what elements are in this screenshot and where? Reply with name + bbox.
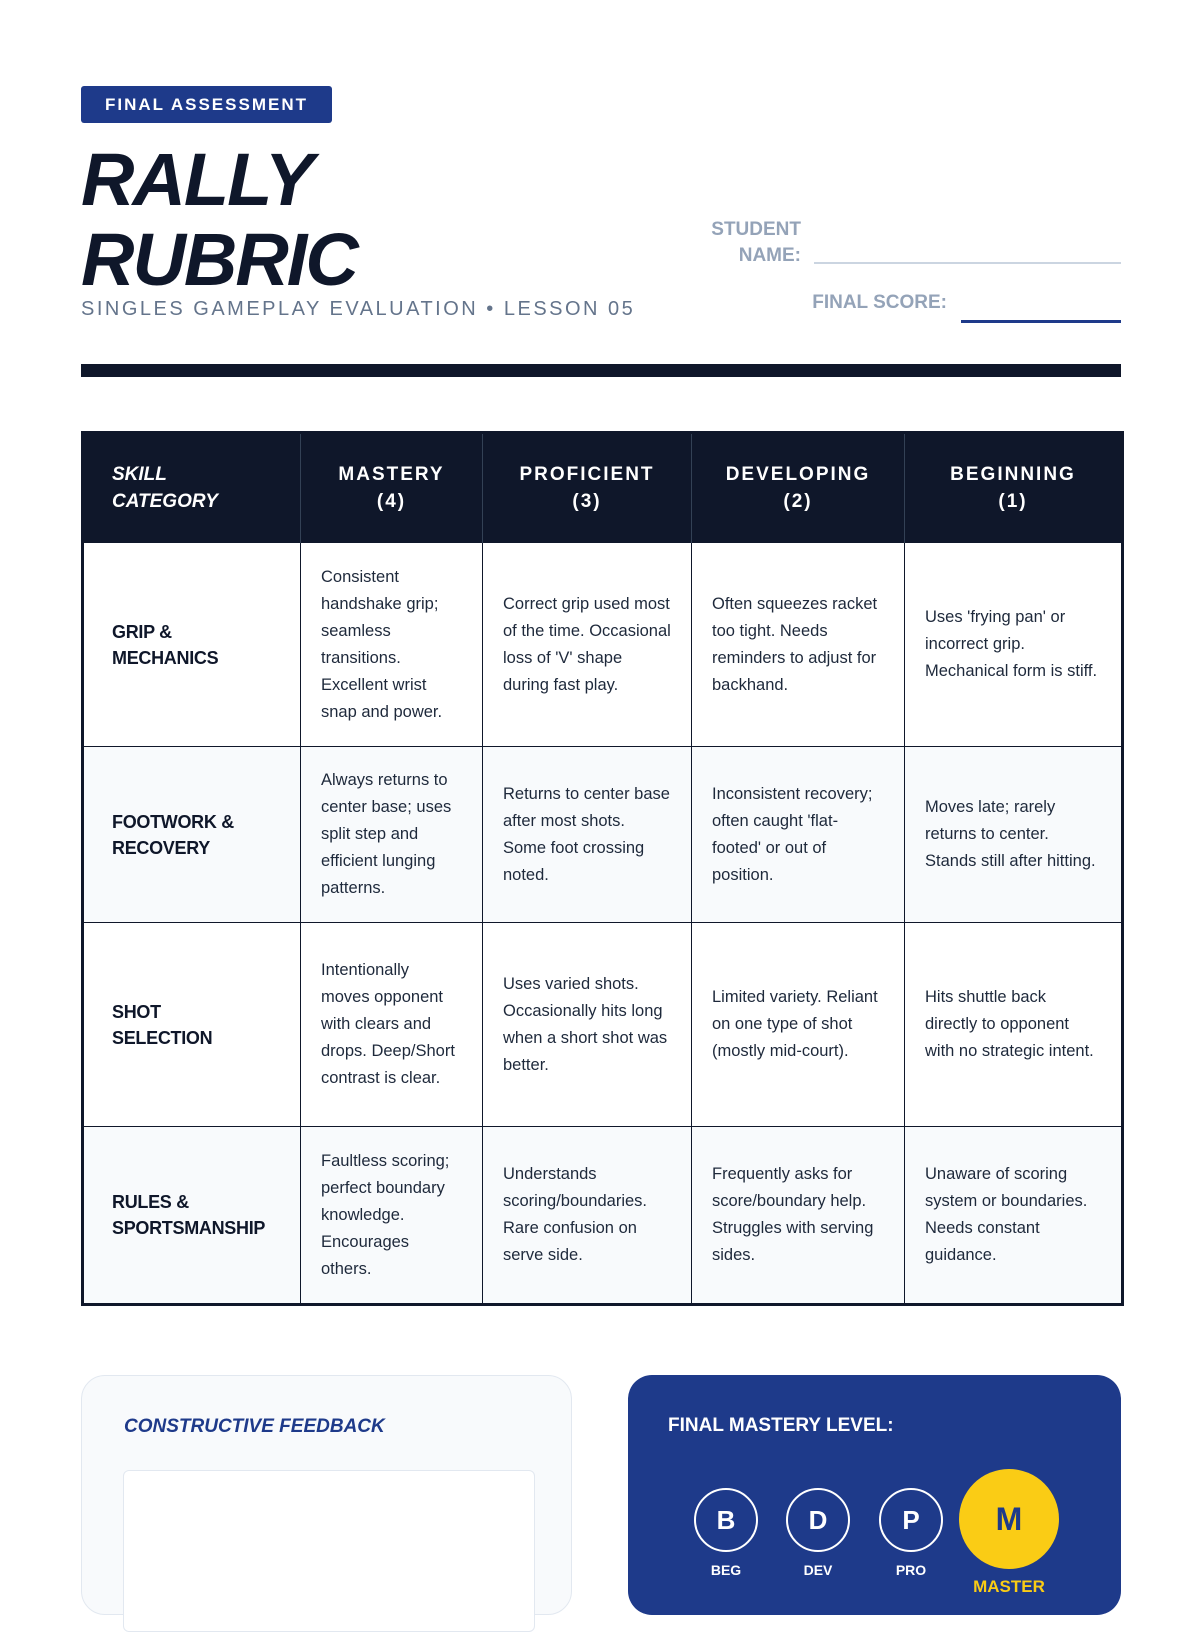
rubric-table	[81, 431, 1124, 1306]
page-title	[81, 140, 641, 300]
rubric-cell: Returns to center base after most shots. Some foot crossing noted.	[483, 747, 692, 923]
level-caption: DEV	[803, 1562, 833, 1578]
header-proficient	[483, 433, 692, 543]
rubric-cell: Understands scoring/boundaries. Rare confusion on serve side.	[483, 1127, 692, 1305]
table-row	[83, 747, 1123, 923]
header-text: MASTERY	[338, 464, 445, 485]
header-text: (4)	[376, 491, 407, 512]
feedback-title: CONSTRUCTIVE FEEDBACK	[124, 1416, 385, 1437]
table-row	[83, 1127, 1123, 1305]
rubric-cell: Intentionally moves opponent with clears and drops. Deep/Short contrast is clear.	[301, 923, 483, 1127]
header-text: (2)	[783, 491, 813, 512]
final-mastery-card	[628, 1375, 1121, 1615]
rubric-cell: Limited variety. Reliant on one type of shot (mostly mid-court).	[692, 923, 905, 1127]
final-score-field[interactable]	[961, 320, 1121, 323]
title-line-2: RUBRIC	[81, 218, 357, 301]
level-circle-selected: M	[959, 1469, 1059, 1569]
rubric-cell: Frequently asks for score/boundary help. Struggles with serving sides.	[692, 1127, 905, 1305]
rubric-cell: Hits shuttle back directly to opponent with no strategic intent.	[905, 923, 1123, 1127]
rubric-cell: Faultless scoring; perfect boundary knowledge. Encourages others.	[301, 1127, 483, 1305]
header-skill-category	[83, 433, 301, 543]
student-label-line-2: NAME:	[738, 245, 801, 266]
category-text: RULES &	[112, 1192, 189, 1212]
feedback-input[interactable]	[123, 1470, 535, 1632]
skill-category-cell	[83, 1127, 301, 1305]
rubric-cell: Consistent handshake grip; seamless transitions. Excellent wrist snap and power.	[301, 543, 483, 747]
level-circle: B	[694, 1488, 758, 1552]
rubric-cell: Always returns to center base; uses split step and efficient lunging patterns.	[301, 747, 483, 923]
header-beginning	[905, 433, 1123, 543]
category-text: SHOT	[112, 1001, 161, 1022]
table-header-row	[83, 433, 1123, 543]
constructive-feedback-card	[81, 1375, 572, 1615]
rubric-cell: Moves late; rarely returns to center. Stands still after hitting.	[905, 747, 1123, 923]
level-caption: MASTER	[973, 1577, 1045, 1596]
header-text: CATEGORY	[112, 491, 218, 512]
category-text: FOOTWORK &	[112, 811, 234, 832]
rubric-page	[81, 0, 1121, 1600]
header-text: SKILL	[112, 464, 167, 485]
page-subtitle: SINGLES GAMEPLAY EVALUATION • LESSON 05	[81, 298, 636, 320]
student-label-line-1: STUDENT	[711, 219, 801, 240]
level-caption: BEG	[710, 1562, 742, 1578]
header-text: (3)	[572, 491, 602, 512]
final-assessment-badge: FINAL ASSESSMENT	[81, 86, 332, 123]
category-text: SPORTSMANSHIP	[112, 1218, 266, 1238]
header-divider	[81, 364, 1121, 377]
category-text: SELECTION	[112, 1027, 213, 1048]
rubric-cell: Uses varied shots. Occasionally hits long when a short shot was better.	[483, 923, 692, 1127]
rubric-cell: Often squeezes racket too tight. Needs reminders to adjust for backhand.	[692, 543, 905, 747]
category-text: MECHANICS	[112, 647, 219, 668]
student-name-label	[666, 217, 801, 269]
level-dev[interactable]	[786, 1488, 850, 1578]
level-circle: D	[786, 1488, 850, 1552]
rubric-cell: Uses 'frying pan' or incorrect grip. Mechanical form is stiff.	[905, 543, 1123, 747]
rubric-cell: Correct grip used most of the time. Occasional loss of 'V' shape during fast play.	[483, 543, 692, 747]
title-line-1: RALLY	[81, 138, 313, 221]
skill-category-cell	[83, 543, 301, 747]
final-score-label: FINAL SCORE:	[812, 292, 947, 313]
skill-category-cell	[83, 747, 301, 923]
header-text: BEGINNING	[950, 464, 1076, 485]
level-master[interactable]	[959, 1469, 1059, 1597]
category-text: RECOVERY	[112, 837, 210, 858]
table-row	[83, 543, 1123, 747]
level-beg[interactable]	[694, 1488, 758, 1578]
rubric-cell: Unaware of scoring system or boundaries. Needs constant guidance.	[905, 1127, 1123, 1305]
level-caption: PRO	[895, 1562, 927, 1578]
level-circle: P	[879, 1488, 943, 1552]
student-name-field[interactable]	[814, 262, 1121, 264]
rubric-cell: Inconsistent recovery; often caught 'flat-footed' or out of position.	[692, 747, 905, 923]
level-pro[interactable]	[879, 1488, 943, 1578]
skill-category-cell	[83, 923, 301, 1127]
mastery-title: FINAL MASTERY LEVEL:	[668, 1415, 894, 1436]
table-row	[83, 923, 1123, 1127]
category-text: GRIP &	[112, 621, 172, 642]
header-text: DEVELOPING	[725, 464, 871, 485]
header-developing	[692, 433, 905, 543]
header-text: (1)	[998, 491, 1028, 512]
header-text: PROFICIENT	[519, 464, 655, 485]
header-mastery	[301, 433, 483, 543]
